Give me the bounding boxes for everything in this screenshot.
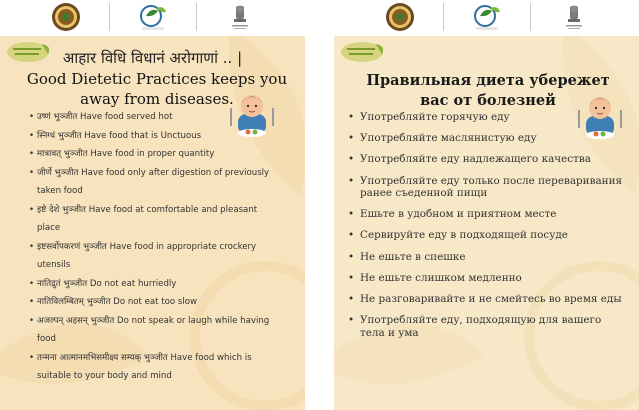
list-item <box>30 201 280 238</box>
english-text: Have food in appropriate crockery utensils <box>37 241 257 270</box>
list-item <box>30 108 280 127</box>
list-item: • Употребляйте горячую еду <box>346 111 626 124</box>
list-item <box>30 275 280 294</box>
title-english: Good Dietetic Practices keeps you away from diseases. <box>26 70 288 108</box>
list-item: • Употребляйте еду надлежащего качества <box>346 153 626 166</box>
logo-ayush-emblem <box>357 0 443 34</box>
sanskrit-term: इष्टे देशे भुञ्जीत <box>37 204 86 215</box>
practices-list-russian <box>346 111 626 348</box>
poster-right <box>334 0 639 410</box>
english-text: Have food which is suitable to your body and mind <box>37 352 252 381</box>
ayush-emblem-icon <box>385 2 415 32</box>
logo-ayush-emblem <box>23 0 109 34</box>
practices-list-english <box>30 108 280 386</box>
list-item <box>30 164 280 201</box>
ayurveda-day-logo-icon <box>138 3 168 31</box>
list-item: • Не ешьте в спешке <box>346 251 626 264</box>
list-item: • Ешьте в удобном и приятном месте <box>346 208 626 221</box>
title-russian: Правильная диета убережет вас от болезней <box>366 72 610 109</box>
list-item: • Употребляйте маслянистую еду <box>346 132 626 145</box>
sanskrit-term: नातिविलम्बितम् भुञ्जीत <box>37 297 111 307</box>
list-item <box>30 349 280 386</box>
ayurveda-day-badge-icon <box>340 40 388 64</box>
ayush-emblem-icon <box>51 2 81 32</box>
list-item: • Употребляйте еду, подходящую для вашего тела и ума <box>346 314 626 339</box>
logo-bar <box>334 0 639 34</box>
english-text: Have food in proper quantity <box>90 149 215 159</box>
logo-ayurveda-day <box>444 0 530 34</box>
english-text: Have food only after digestion of previously taken food <box>37 167 270 196</box>
list-item: • Не разговаривайте и не смейтесь во время еды <box>346 293 626 306</box>
list-item: • Сервируйте еду в подходящей посуде <box>346 229 626 242</box>
sanskrit-term: जीर्णे भुञ्जीत <box>37 167 79 178</box>
sanskrit-term: इष्टसर्वोपकरणं भुञ्जीत <box>37 241 107 252</box>
english-text: Do not eat too slow <box>113 297 198 307</box>
english-text: Do not eat hurriedly <box>89 278 177 289</box>
diet-card-english <box>0 36 305 410</box>
list-item: • Не ешьте слишком медленно <box>346 272 626 285</box>
sanskrit-term: मात्रावत् भुञ्जीत <box>37 149 88 159</box>
english-text: Do not speak or laugh while having food <box>37 315 270 344</box>
title-hindi: आहार विधि विधानं अरोगाणां .. | <box>62 49 243 67</box>
poster-left <box>0 0 305 410</box>
sanskrit-term: तन्मना आत्मानमभिसमीक्ष्य सम्यक् भुञ्जीत <box>37 352 168 363</box>
list-item <box>30 293 280 312</box>
sanskrit-term: स्निग्धं भुञ्जीत <box>37 130 82 141</box>
list-item <box>30 145 280 164</box>
list-item <box>30 238 280 275</box>
sanskrit-term: उष्णं भुञ्जीत <box>37 112 78 122</box>
logo-national-emblem <box>197 0 283 34</box>
logo-bar <box>0 0 305 34</box>
ayurveda-day-logo-icon <box>472 3 502 31</box>
list-item <box>30 127 280 146</box>
english-text: Have food at comfortable and pleasant place <box>37 204 258 233</box>
national-emblem-icon <box>229 3 251 31</box>
list-item <box>30 312 280 349</box>
diet-card-russian <box>334 36 639 410</box>
logo-ayurveda-day <box>110 0 196 34</box>
english-text: Have food served hot <box>80 112 173 122</box>
list-item: • Употребляйте еду только после переваривания ранее съеденной пищи <box>346 175 626 200</box>
national-emblem-icon <box>563 3 585 31</box>
sanskrit-term: अजल्पन् अहसन् भुञ्जीत <box>37 315 115 326</box>
logo-national-emblem <box>531 0 617 34</box>
english-text: Have food that is Unctuous <box>84 130 202 141</box>
sanskrit-term: नातिद्रुतं भुञ्जीत <box>37 278 88 289</box>
